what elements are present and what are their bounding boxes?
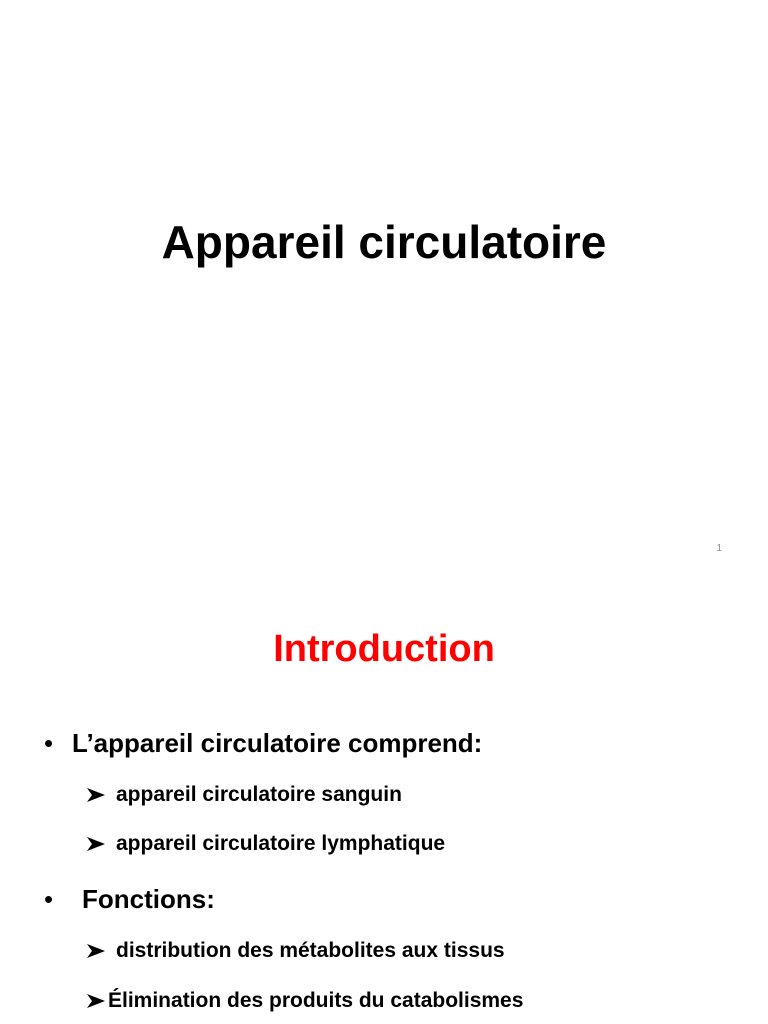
arrow-bullet-icon [86,787,106,803]
bullet-text: L’appareil circulatoire comprend: [72,728,483,758]
bullet-item [44,726,482,760]
sub-bullet-item [86,781,402,809]
sub-bullet-text: appareil circulatoire sanguin [116,783,402,806]
arrow-bullet-icon [86,836,106,852]
bullet-text: Fonctions: [82,884,215,914]
sub-bullet-text: distribution des métabolites aux tissus [116,939,505,962]
bullet-item [44,882,215,916]
sub-bullet-text: Élimination des produits du catabolismes [108,989,524,1012]
slide-number: 1 [716,543,722,554]
slide-title: Introduction [273,628,495,670]
slide-2 [0,576,768,1024]
sub-bullet-text: appareil circulatoire lymphatique [116,832,446,855]
sub-bullet-item [86,987,523,1015]
bullet-icon: • [44,884,54,914]
bullet-icon: • [44,728,54,758]
sub-bullet-item [86,830,445,858]
slide-title: Appareil circulatoire [161,216,607,268]
arrow-bullet-icon [86,943,106,959]
arrow-bullet-icon [86,993,106,1009]
sub-bullet-item [86,937,505,965]
